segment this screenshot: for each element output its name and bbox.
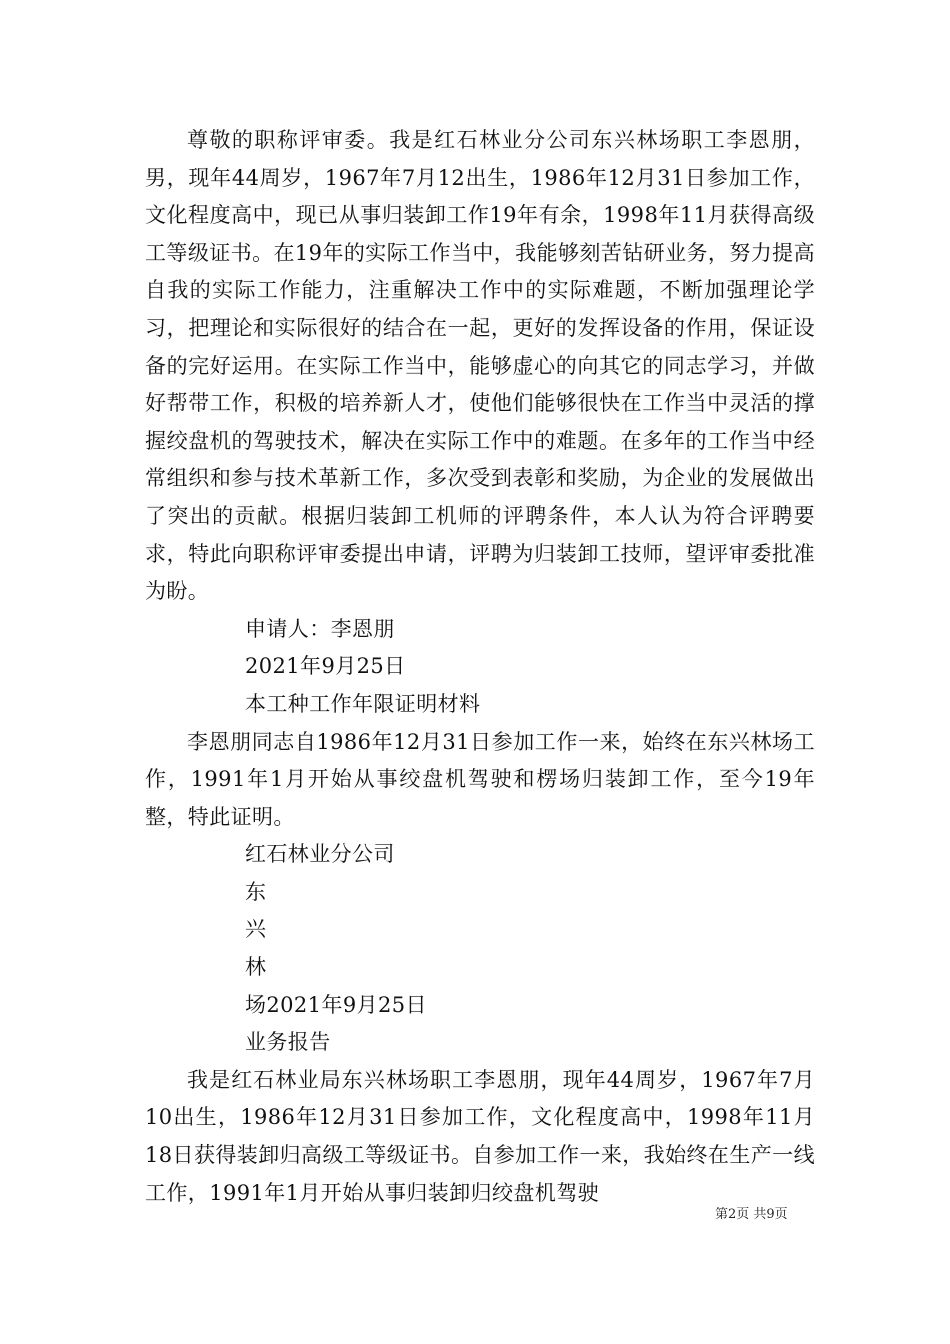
certificate-title: 本工种工作年限证明材料 <box>245 691 481 716</box>
application-date: 2021年9月25日 <box>245 654 406 679</box>
document-body <box>145 122 815 1212</box>
organization-char-3: 林 <box>245 955 267 980</box>
application-paragraph: 尊敬的职称评审委。我是红石林业分公司东兴林场职工李恩朋，男，现年44周岁，1967年7月12出生，1986年12月31日参加工作，文化程度高中，现已从事归装卸工作19年有余，1998年11月获得高级工等级证书。在19年的实际工作当中，我能够刻苦钻研业务，努力提高自我的实际工作能力，注重解决工作中的实际难题，不断加强理论学习，把理论和实际很好的结合在一起，更好的发挥设备的作用，保证设备的完好运用。在实际工作当中，能够虚心的向其它的同志学习，并做好帮带工作，积极的培养新人才，使他们能够很快在工作当中灵活的撑握绞盘机的驾驶技术，解决在实际工作中的难题。在多年的工作当中经常组织和参与技术革新工作，多次受到表彰和奖励，为企业的发展做出了突出的贡献。根据归装卸工机师的评聘条件，本人认为符合评聘要求，特此向职称评审委提出申请，评聘为归装卸工技师，望评审委批准为盼。 <box>145 128 815 604</box>
page-number: 第2页 共9页 <box>715 1207 788 1222</box>
organization-char-1: 东 <box>245 879 267 904</box>
certificate-paragraph: 李恩朋同志自1986年12月31日参加工作一来，始终在东兴林场工作，1991年1月开始从事绞盘机驾驶和楞场归装卸工作，至今19年整，特此证明。 <box>145 729 815 829</box>
report-paragraph: 我是红石林业局东兴林场职工李恩朋，现年44周岁，1967年7月10出生，1986年12月31日参加工作，文化程度高中，1998年11月18日获得装卸归高级工等级证书。自参加工作一来，我始终在生产一线工作，1991年1月开始从事归装卸归绞盘机驾驶 <box>145 1067 815 1205</box>
organization-date: 场2021年9月25日 <box>245 992 427 1017</box>
applicant-line: 申请人：李恩朋 <box>245 616 395 641</box>
organization-name: 红石林业分公司 <box>245 842 395 867</box>
organization-char-2: 兴 <box>245 917 267 942</box>
report-title: 业务报告 <box>245 1030 331 1055</box>
